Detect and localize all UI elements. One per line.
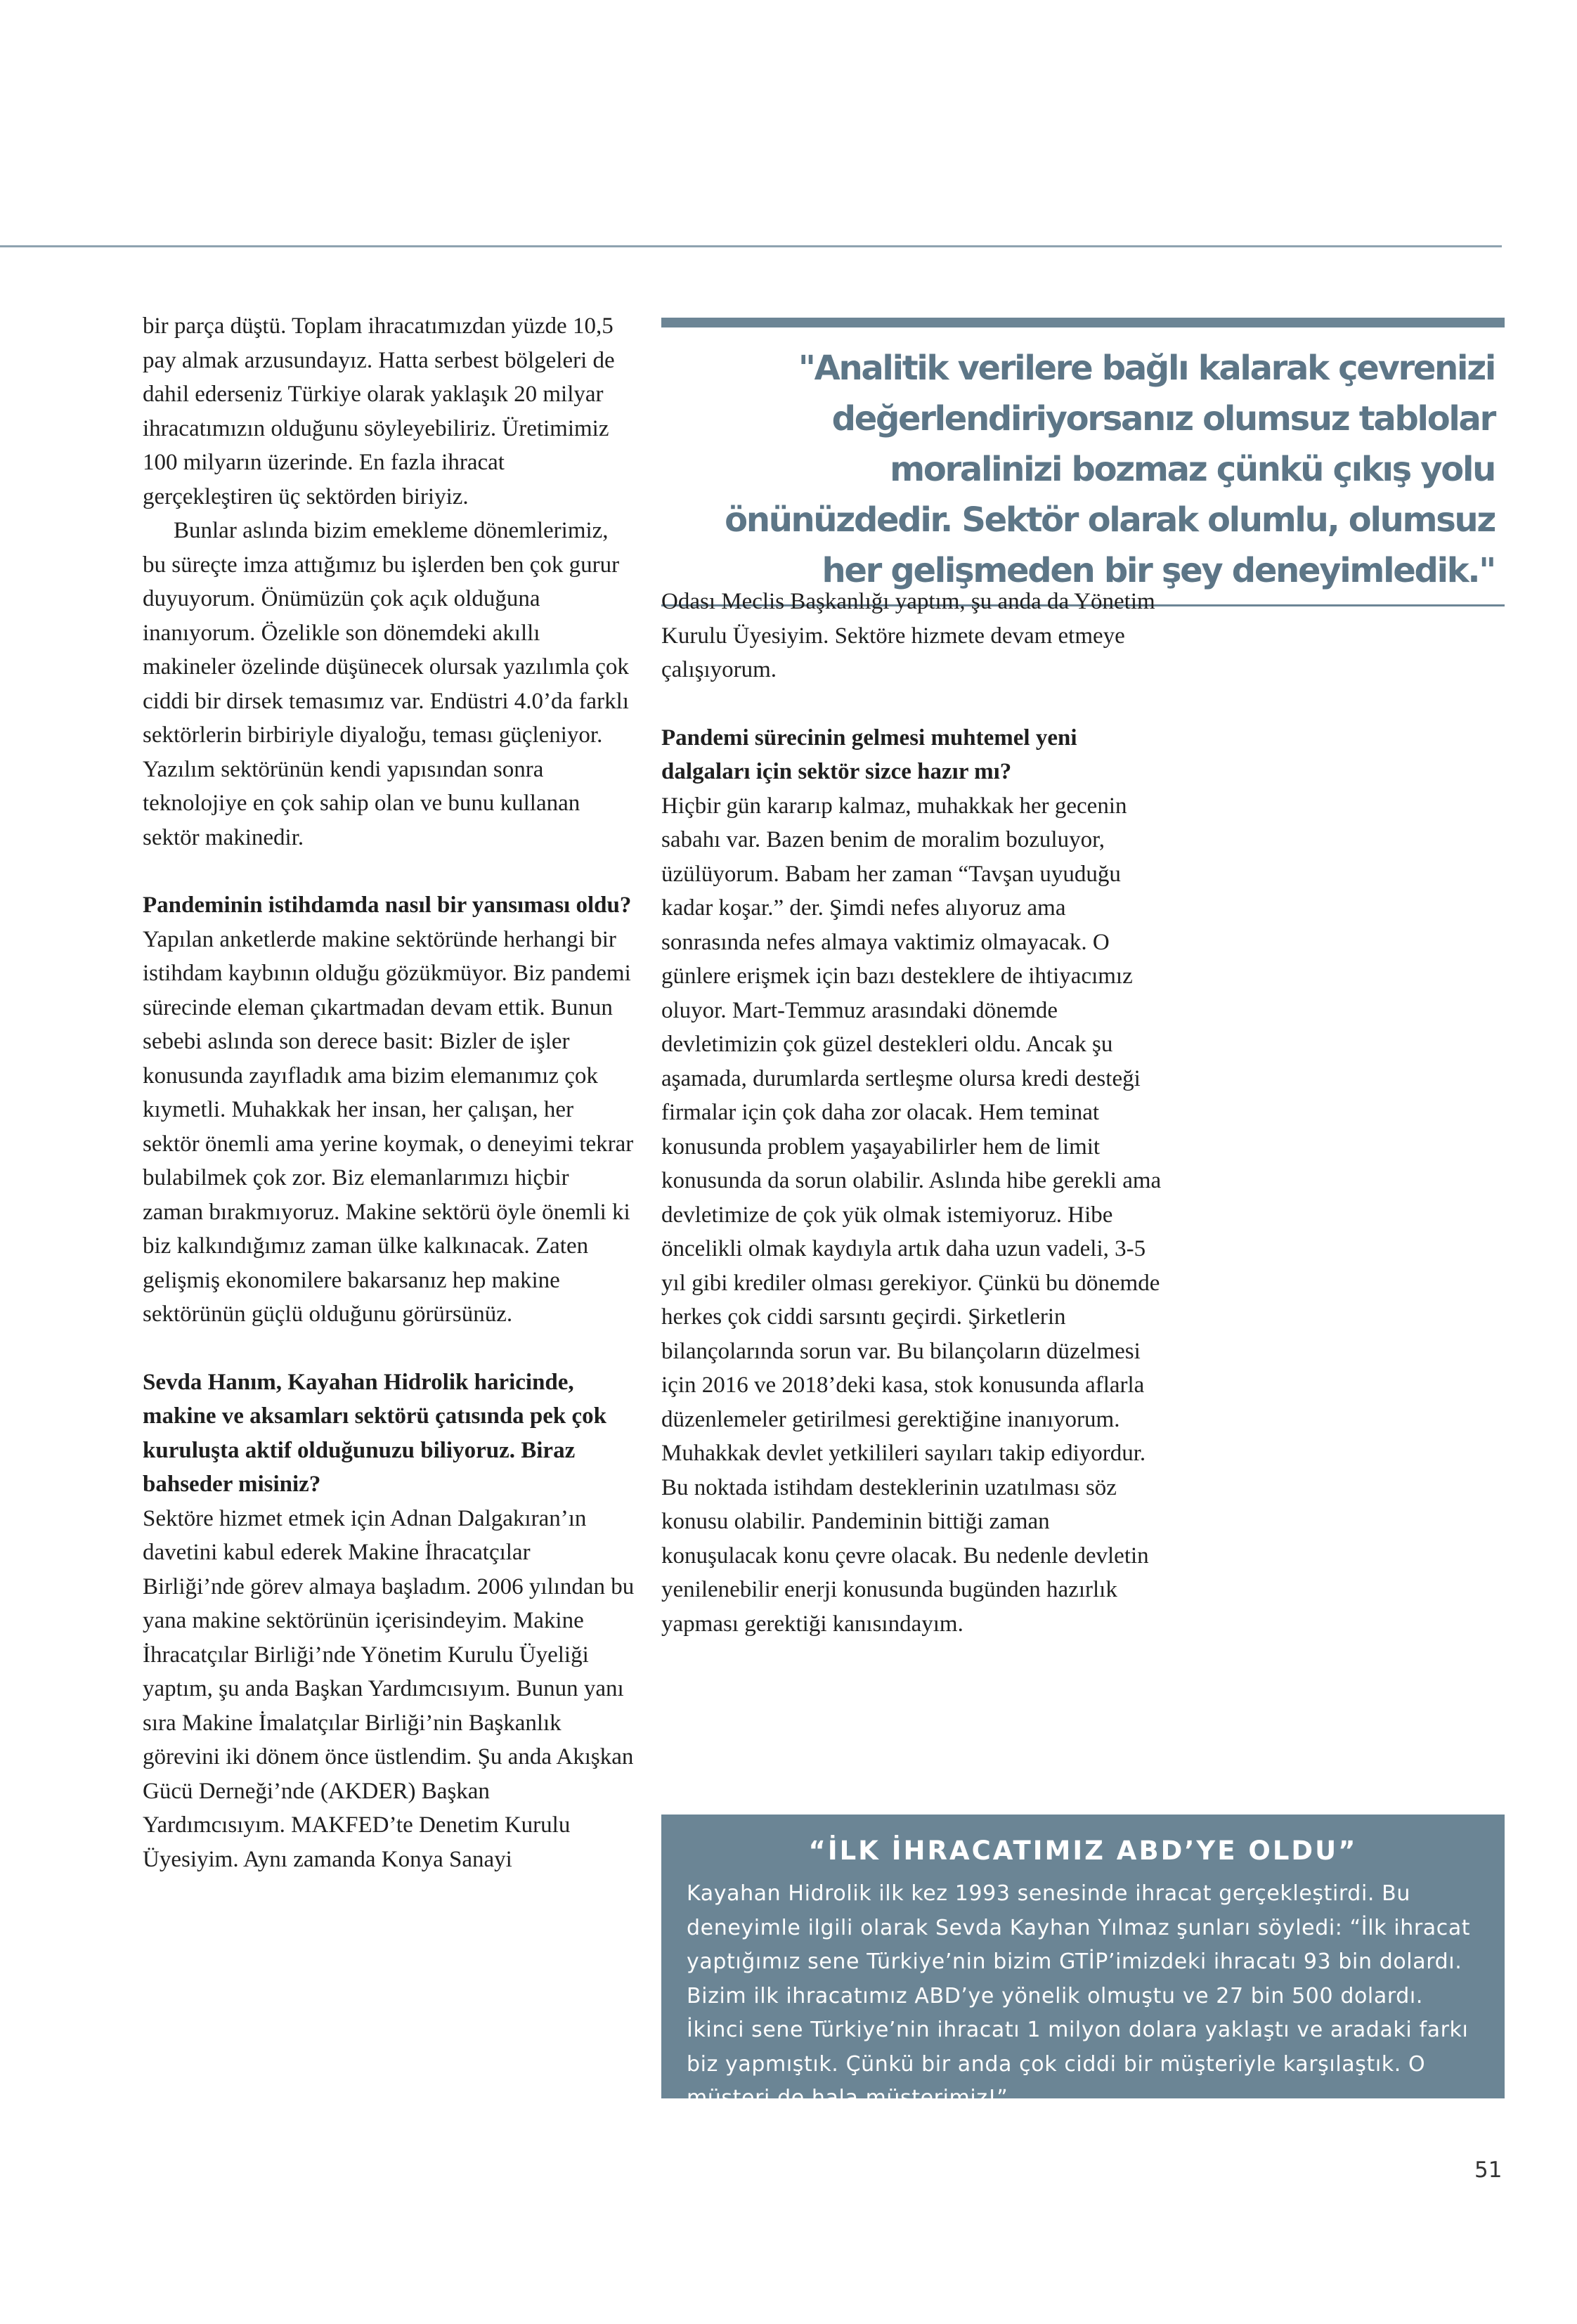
paragraph: Bunlar aslında bizim emekleme dönemlerimiz, bu süreçte imza attığımız bu işlerden ben çok gurur duyuyorum. Önümüzün çok açık olduğuna inanıyorum. Özelikle son dönemdeki akıllı makineler özelinde düşünecek olursak yazılımla çok ciddi bir dirsek temasımız var. Endüstri 4.0’da farklı sektörlerin birbiriyle diyaloğu, teması güçleniyor. Yazılım sektörünün kendi yapısından sonra teknolojiye en çok sahip olan ve bunu kullanan sektör makinedir. xyxy=(143,518,629,850)
interview-answer: Hiçbir gün kararıp kalmaz, muhakkak her gecenin sabahı var. Bazen benim de moralim bozuluyor, üzülüyorum. Babam her zaman “Tavşan uyuduğu kadar koşar.” der. Şimdi nefes alıyoruz ama sonrasında nefes almaya vaktimiz olmayacak. O günlere erişmek için bazı desteklere de ihtiyacımız oluyor. Mart-Temmuz arasındaki dönemde devletimizin çok güzel destekleri oldu. Ancak şu aşamada, durumlarda sertleşme olursa kredi desteği firmalar için çok daha zor olacak. Hem teminat konusunda problem yaşayabilirler hem de limit konusunda da sorun olabilir. Aslında hibe gerekli ama devletimize de çok yük olmak istemiyoruz. Hibe öncelikli olmak kaydıyla artık daha uzun vadeli, 3-5 yıl gibi krediler olması gerekiyor. Çünkü bu dönemde herkes çok ciddi sarsıntı geçirdi. Şirketlerin bilançolarında sorun var. Bu bilançoların düzelmesi için 2016 ve 2018’deki kasa, stok konusunda aflarla düzenlemeler getirilmesi gerektiğine inanıyorum. Muhakkak devlet yetkilileri sayıları takip ediyordur. Bu noktada istihdam desteklerinin uzatılması söz konusu olabilir. Pandeminin bittiği zaman konuşulacak konu çevre olacak. Bu nedenle devletin yenilenebilir enerji konusunda bugünden hazırlık yapması gerektiği kanısındayım. xyxy=(661,793,1162,1637)
page-number: 51 xyxy=(1474,2157,1503,2183)
sidebar-body: Kayahan Hidrolik ilk kez 1993 senesinde ihracat gerçekleştirdi. Bu deneyimle ilgili olarak Sevda Kayhan Yılmaz şunları söyledi: “İlk ihracat yaptığımız sene Türkiye’nin bizim GTİP’imizdeki ihracatı 93 bin dolardı. Bizim ilk ihracatımız ABD’ye yönelik olmuştu ve 27 bin 500 dolardı. İkinci sene Türkiye’nin ihracatı 1 milyon dolara yaklaştı ve aradaki farkı biz yapmıştık. Çünkü bir anda çok ciddi bir müşteriyle karşılaştık. O müşteri de hala müşterimiz!” xyxy=(687,1881,1471,2110)
top-rule xyxy=(0,245,1502,247)
interview-question: Sevda Hanım, Kayahan Hidrolik haricinde, makine ve aksamları sektörü çatısında pek çok kuruluşta aktif olduğunuzu biliyoruz. Biraz bahseder misiniz? xyxy=(143,1369,607,1497)
interview-answer: Yapılan anketlerde makine sektöründe herhangi bir istihdam kaybının olduğu gözükmüyor. Biz pandemi sürecinde eleman çıkartmadan devam ettik. Bunun sebebi aslında son derece basit: Bizler de işler konusunda zayıfladık ama bizim elemanımız çok kıymetli. Muhakkak her insan, her çalışan, her sektör önemli ama yerine koymak, o deneyimi tekrar bulabilmek çok zor. Biz elemanlarımızı hiçbir zaman bırakmıyoruz. Makine sektörü öyle önemli ki biz kalkındığımız zaman ülke kalkınacak. Zaten gelişmiş ekonomilere bakarsanız hep makine sektörünün güçlü olduğunu görürsünüz. xyxy=(143,926,634,1327)
interview-answer: Sektöre hizmet etmek için Adnan Dalgakıran’ın davetini kabul ederek Makine İhracatçılar Birliği’nde görev almaya başladım. 2006 yılından bu yana makine sektörünün içerisindeyim. Makine İhracatçılar Birliği’nde Yönetim Kurulu Üyeliği yaptım, şu anda Başkan Yardımcısıyım. Bunun yanı sıra Makine İmalatçılar Birliği’nin Başkanlık görevini iki dönem önce üstlendim. Şu anda Akışkan Gücü Derneği’nde (AKDER) Başkan Yardımcısıyım. MAKFED’te Denetim Kurulu Üyesiyim. Aynı zamanda Konya Sanayi xyxy=(143,1505,635,1872)
interview-question: Pandeminin istihdamda nasıl bir yansıması oldu? xyxy=(143,892,632,918)
right-column xyxy=(661,585,1167,1641)
pull-quote-top-bar xyxy=(661,318,1505,327)
left-column xyxy=(143,309,635,1876)
pull-quote xyxy=(661,318,1505,606)
interview-question: Pandemi sürecinin gelmesi muhtemel yeni dalgaları için sektör sizce hazır mı? xyxy=(661,725,1077,784)
pull-quote-text: "Analitik verilere bağlı kalarak çevrenizi değerlendiriyorsanız olumsuz tablolar moralinizi bozmaz çünkü çıkış yolu önünüzdedir. Sektör olarak olumlu, olumsuz her gelişmeden bir şey deneyimledik." xyxy=(725,349,1495,590)
paragraph: Odası Meclis Başkanlığı yaptım, şu anda da Yönetim Kurulu Üyesiyim. Sektöre hizmete devam etmeye çalışıyorum. xyxy=(661,589,1155,682)
sidebar-title: “İLK İHRACATIMIZ ABD’YE OLDU” xyxy=(808,1836,1358,1866)
paragraph: bir parça düştü. Toplam ihracatımızdan yüzde 10,5 pay almak arzusundayız. Hatta serbest bölgeleri de dahil ederseniz Türkiye olarak yaklaşık 20 milyar ihracatımızın olduğunu söyleyebiliriz. Üretimimiz 100 milyarın üzerinde. En fazla ihracat gerçekleştiren üç sektörden biriyiz. xyxy=(143,313,615,509)
sidebar-box xyxy=(661,1815,1505,2110)
